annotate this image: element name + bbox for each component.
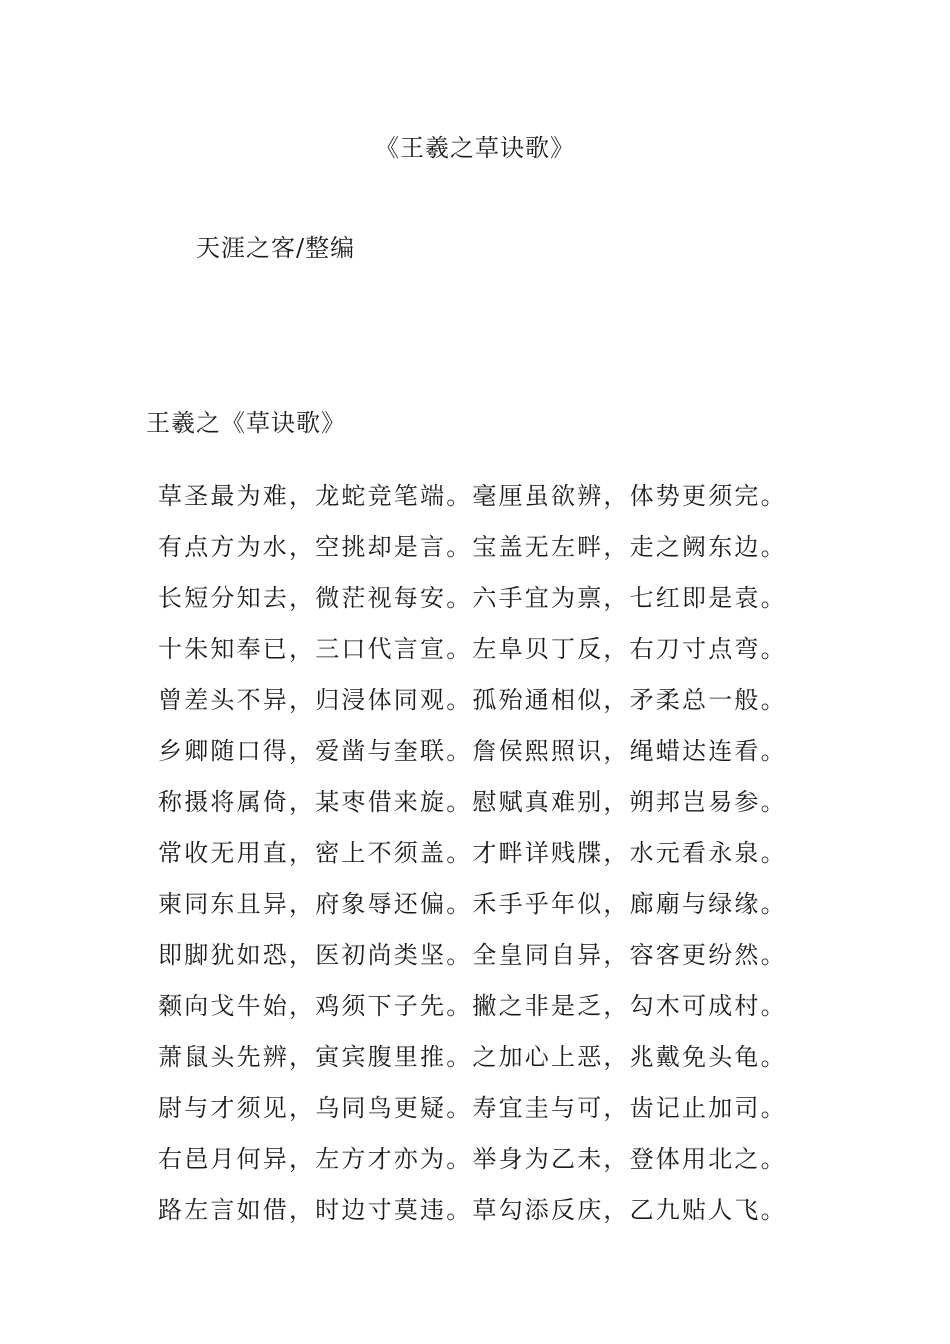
poem-line: 十朱知奉已，三口代言宣。左阜贝丁反，右刀寸点弯。: [158, 635, 787, 663]
author-byline: 天涯之客/整编: [196, 234, 356, 262]
poem-line: 尉与才须见，乌同鸟更疑。寿宜圭与可，齿记止加司。: [158, 1094, 787, 1122]
poem-line: 乡卿随口得，爱凿与奎联。詹侯熙照识，绳蜡达连看。: [158, 737, 787, 765]
poem-line: 常收无用直，密上不须盖。才畔详贱牒，水元看永泉。: [158, 839, 787, 867]
poem-line: 路左言如借，时边寸莫违。草勾添反庆，乙九贴人飞。: [158, 1196, 787, 1224]
poem-body: [158, 476, 938, 1241]
poem-line: 草圣最为难，龙蛇竞笔端。毫厘虽欲辨，体势更须完。: [158, 482, 787, 510]
poem-line: 长短分知去，微茫视每安。六手宜为禀，七红即是袁。: [158, 584, 787, 612]
poem-line: 曾差头不异，归浸体同观。孤殆通相似，矛柔总一般。: [158, 686, 787, 714]
poem-line: 称摄将属倚，某枣借来旋。慰赋真难别，朔邦岂易参。: [158, 788, 787, 816]
poem-line: 柬同东且异，府象辱还偏。禾手乎年似，廊廟与绿缘。: [158, 890, 787, 918]
poem-line: 即脚犹如恐，医初尚类坚。全皇同自异，容客更纷然。: [158, 941, 787, 969]
poem-line: 萧鼠头先辨，寅宾腹里推。之加心上恶，兆戴免头龟。: [158, 1043, 787, 1071]
poem-line: 颡向戈牛始，鸡须下子先。撇之非是乏，勾木可成村。: [158, 992, 787, 1020]
poem-line: 右邑月何异，左方才亦为。举身为乙未，登体用北之。: [158, 1145, 787, 1173]
document-title: 《王羲之草诀歌》: [375, 134, 575, 162]
poem-line: 有点方为水，空挑却是言。宝盖无左畔，走之阙东边。: [158, 533, 787, 561]
section-heading: 王羲之《草诀歌》: [146, 409, 346, 437]
